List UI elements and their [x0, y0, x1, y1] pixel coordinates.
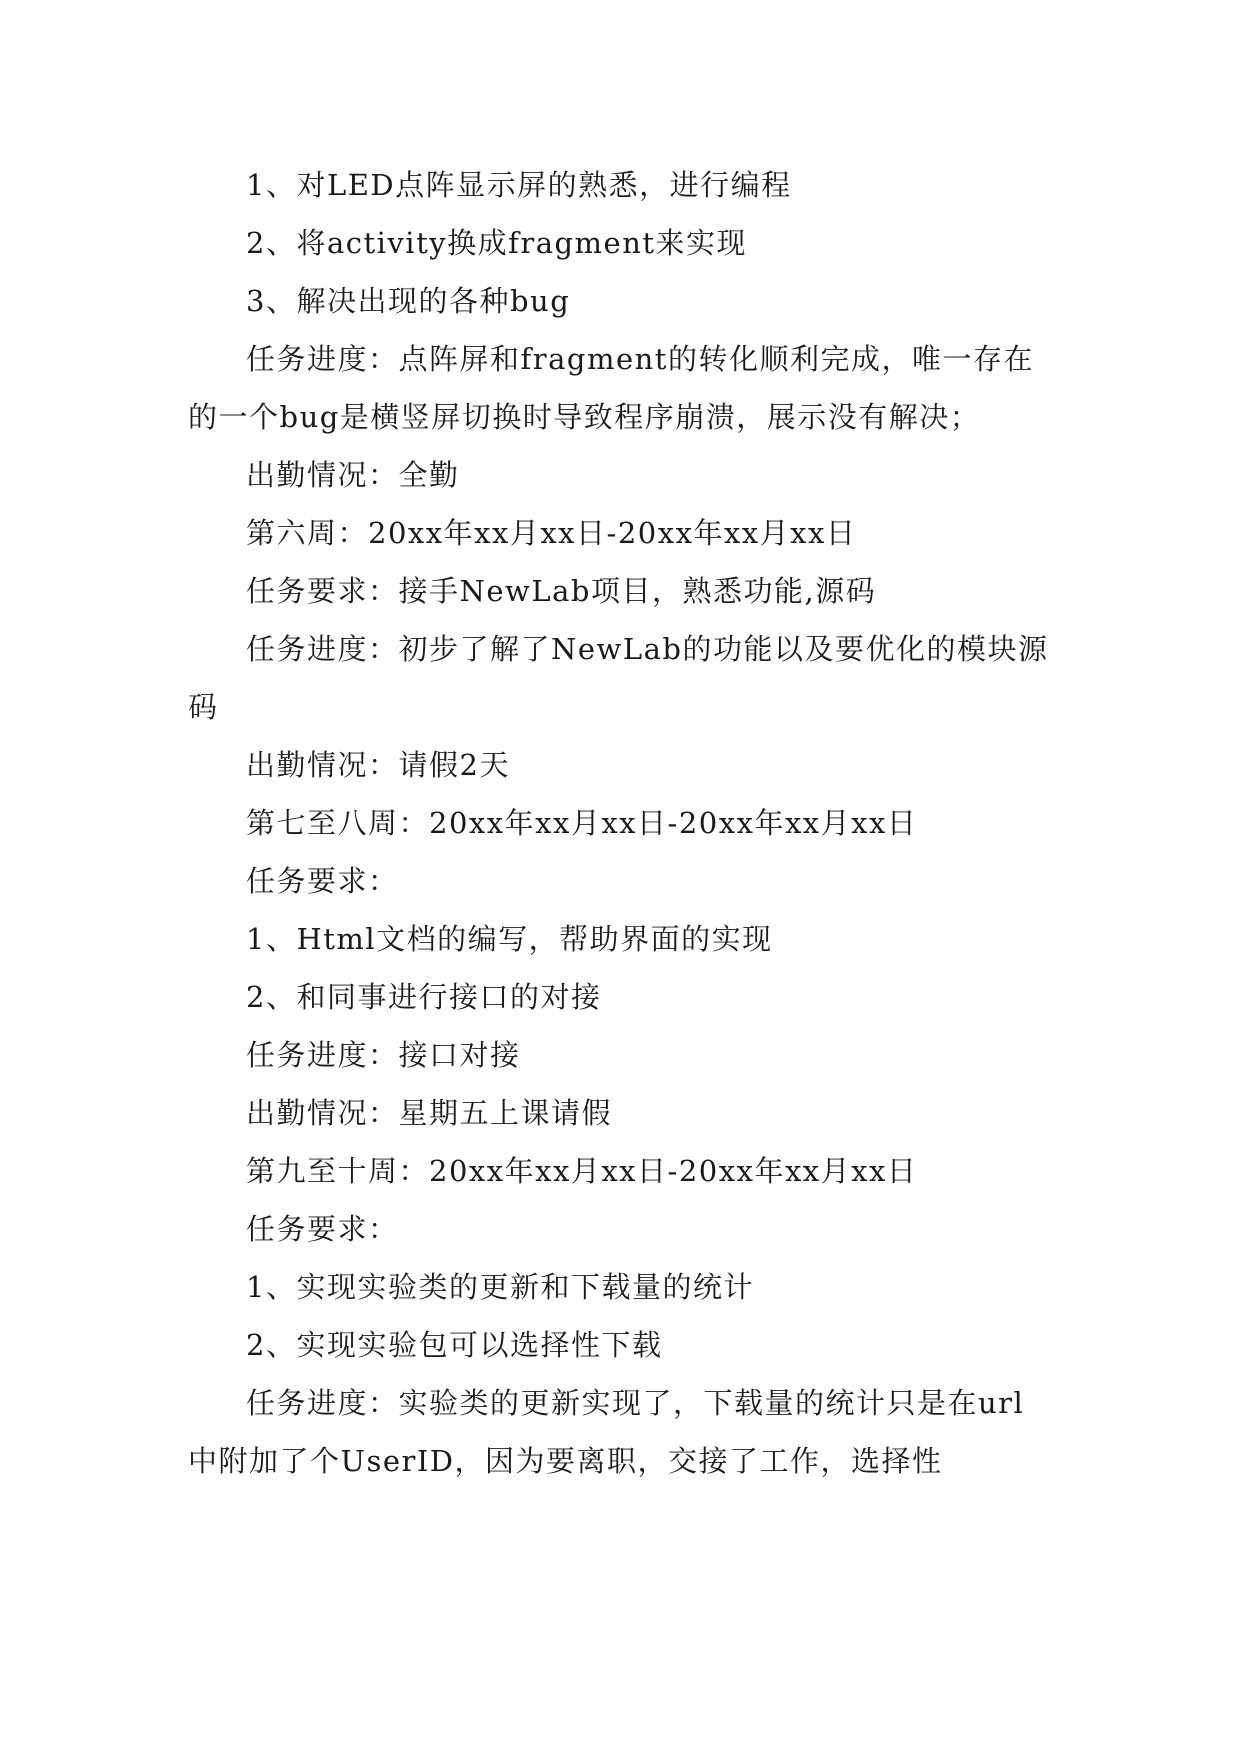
heading-week-9-10: 第九至十周：20xx年xx月xx日-20xx年xx月xx日 [246, 1154, 918, 1188]
paragraph-requirement: 任务要求：接手NewLab项目，熟悉功能,源码 [246, 574, 877, 608]
paragraph-task-1: 1、Html文档的编写，帮助界面的实现 [246, 922, 773, 956]
paragraph-task-2: 2、和同事进行接口的对接 [246, 980, 602, 1014]
paragraph-progress: 任务进度：接口对接 [246, 1038, 521, 1072]
heading-week-7-8: 第七至八周：20xx年xx月xx日-20xx年xx月xx日 [246, 806, 918, 840]
paragraph-task-1: 1、实现实验类的更新和下载量的统计 [246, 1270, 754, 1304]
paragraph-task-1: 1、对LED点阵显示屏的熟悉，进行编程 [246, 168, 792, 202]
heading-week-6: 第六周：20xx年xx月xx日-20xx年xx月xx日 [246, 516, 857, 550]
paragraph-task-2: 2、将activity换成fragment来实现 [246, 226, 748, 260]
document-body [188, 156, 1054, 1490]
paragraph-requirement: 任务要求： [246, 864, 399, 898]
paragraph-attendance: 出勤情况：请假2天 [246, 748, 510, 782]
paragraph-progress: 任务进度：实验类的更新实现了，下载量的统计只是在url中附加了个UserID，因为要离职，交接了工作，选择性 [188, 1386, 1025, 1478]
paragraph-attendance: 出勤情况：全勤 [246, 458, 460, 492]
paragraph-task-3: 3、解决出现的各种bug [246, 284, 571, 318]
paragraph-task-2: 2、实现实验包可以选择性下载 [246, 1328, 663, 1362]
paragraph-progress: 任务进度：点阵屏和fragment的转化顺利完成，唯一存在的一个bug是横竖屏切换时导致程序崩溃，展示没有解决； [188, 342, 1034, 434]
paragraph-progress: 任务进度：初步了解了NewLab的功能以及要优化的模块源码 [188, 632, 1049, 724]
paragraph-attendance: 出勤情况：星期五上课请假 [246, 1096, 613, 1130]
paragraph-requirement: 任务要求： [246, 1212, 399, 1246]
